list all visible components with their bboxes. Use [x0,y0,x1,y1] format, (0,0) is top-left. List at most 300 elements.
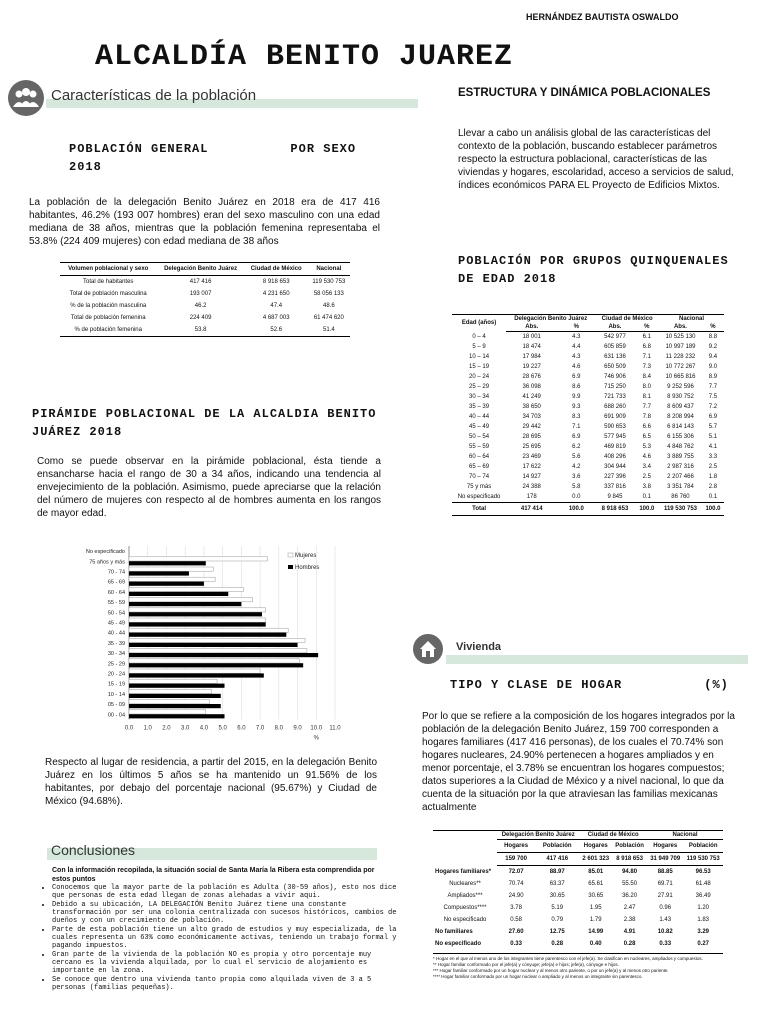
legend-swatch-mujeres [288,553,293,557]
table-row [452,422,724,432]
table-row [452,382,724,392]
bar-hombres [129,704,221,708]
table-cell: 8.4 [642,374,652,380]
tipo-hogar-heading: TIPO Y CLASE DE HOGAR (%) [450,678,729,692]
table-cell: 30.65 [549,893,565,899]
table-header-row [433,831,723,840]
quinquenales-table [452,314,724,516]
table-header-cell: Ciudad de México [601,316,653,322]
bar-mujeres [129,689,211,693]
table-subheader-cell: Hogares [647,840,683,853]
table-cell: 12.75 [549,929,565,935]
table-cell: 34 703 [522,414,541,420]
table-cell: 6 814 143 [667,424,694,430]
table-totals-cell: 31 949 709 [647,853,683,866]
table-cell: 65.61 [588,881,604,887]
x-tick-label: 4.0 [199,725,209,732]
table-cell: 0 – 4 [472,333,486,340]
table-cell: Total de población femenina [70,315,146,321]
table-cell: 4 231 650 [262,291,290,297]
table-subheader-cell: Población [612,840,647,853]
category-label: 05 - 09 [107,702,125,709]
table-subheader-cell: Abs. [506,323,557,332]
table-cell: 14 927 [522,474,541,480]
table-cell: 51.4 [323,327,335,333]
bar-hombres [129,592,228,596]
table-cell: 14.99 [588,929,604,935]
conclusions-list [40,884,402,993]
table-cell: 9.0 [708,364,718,370]
category-label: 00 - 04 [107,712,125,719]
conclusion-item: • Debido a su ubicación, LA DELEGACIÓN Benito Juárez tiene una constante transformación por ser una colonia centralizada con sucesos históricos, cambios de dueños y con un crecimiento de población. [52,901,402,925]
table-cell: 2.47 [623,905,636,911]
table-cell: 605 859 [604,344,626,350]
table-cell: 5.6 [572,454,581,460]
table-cell: 542 977 [604,334,626,340]
estructura-heading: ESTRUCTURA Y DINÁMICA POBLACIONALES [458,87,711,99]
table-cell: 178 [526,494,537,500]
table-row [433,938,723,950]
table-cell: 8 930 752 [667,394,694,400]
table-cell: 0.0 [572,494,581,500]
table-total-cell: 417 414 [506,503,557,516]
table-header-cell: Nacional [308,263,350,276]
x-axis-label: % [313,735,319,740]
table-cell: 746 906 [604,374,626,380]
bar-mujeres [129,557,268,561]
table-cell: 3 351 784 [667,484,694,490]
author-name: HERNÁNDEZ BAUTISTA OSWALDO [526,12,679,22]
table-cell: 35 – 39 [469,404,490,410]
table-total-cell: Total [452,503,506,516]
table-cell: 75 y más [466,484,492,490]
category-label: 55 - 59 [107,600,125,607]
table-cell: 193 007 [189,291,212,297]
table-header-row [60,263,350,276]
vivienda-heading: Vivienda [456,641,502,653]
table-cell: 29 442 [522,424,541,430]
x-tick-label: 5.0 [218,725,227,732]
table-cell: 7.1 [572,424,581,430]
table-cell: 8.0 [642,384,652,390]
table-cell: 10 772 267 [665,364,696,370]
conclusion-item: • Conocemos que la mayor parte de la población es Adulta (30-59 años), esto nos dice que personas de esta edad llegan de zonas alehadas a vivir aqui. [52,884,402,900]
table-cell: Ampliados*** [447,893,483,899]
table-cell: 8 208 994 [667,414,694,420]
table-subheader-cell: % [635,323,659,332]
table-cell: 15 – 19 [469,364,490,370]
table-cell: 50 – 54 [469,434,490,440]
poblacion-paragraph: La población de la delegación Benito Juárez en 2018 era de 417 416 habitantes, 46.2% (193 007 hombres) eran del sexo masculino con una edad mediana de 38 años, mientras que la población femenina representaba el 53.8% (224 409 mujeres) con edad mediana de 38 años [29,197,380,247]
table-cell: 36.49 [695,893,711,899]
table-cell: 469 819 [604,444,626,450]
table-cell: 72.07 [508,869,524,875]
table-cell: 4.91 [623,929,636,935]
table-cell: 8.6 [572,384,581,390]
table-cell: 0.1 [708,494,718,500]
table-cell: 3.6 [572,474,581,480]
table-row [433,866,723,879]
table-cell: 88.97 [549,869,565,875]
table-cell: Nucleares** [449,881,481,887]
table-subheader-cell: Abs. [659,323,702,332]
table-row [452,432,724,442]
table-cell: 55.50 [622,881,638,887]
table-cell: Compuestos**** [443,905,487,911]
table-cell: 10 – 14 [469,354,490,360]
table-header-cell: Volumen poblacional y sexo [60,263,156,276]
table-cell: 6.5 [642,434,652,440]
table-header-cell: Delegación Benito Juárez [501,832,575,838]
table-cell: 3.3 [708,454,718,460]
table-total-cell: 119 530 753 [659,503,702,516]
table-cell: 18 001 [522,334,541,340]
table-cell: 0.28 [551,941,564,947]
table-row [452,482,724,492]
table-cell: 7.2 [708,404,718,410]
vivienda-bar [446,655,748,664]
table-row [452,472,724,482]
table-cell: 0.27 [697,941,710,947]
table-cell: 61.48 [695,881,711,887]
bar-hombres [129,571,189,575]
bar-mujeres [129,567,213,571]
category-label: 65 - 69 [107,579,125,586]
bar-mujeres [129,628,288,632]
x-tick-label: 10.0 [310,725,323,732]
x-tick-label: 3.0 [181,725,190,732]
table-cell: 11 228 232 [665,354,696,360]
table-cell: 721 733 [604,394,626,400]
table-row [60,324,350,336]
table-subheader-cell: % [557,323,595,332]
table-cell: 3.4 [642,464,652,470]
table-cell: 20 – 24 [469,374,490,380]
table-cell: 28 676 [522,374,541,380]
table-cell: 650 509 [604,364,626,370]
table-row [452,442,724,452]
conclusions-heading: Conclusiones [51,842,136,858]
table-header-cell: Delegación Benito Juárez [156,263,244,276]
x-tick-label: 6.0 [237,725,246,732]
table-cell: 5 – 9 [472,344,486,350]
category-label: 75 años y más [89,559,125,566]
table-cell: 8 918 653 [262,279,290,285]
table-cell: 8 609 437 [667,404,694,410]
table-cell: 4 687 003 [262,315,290,321]
table-header-cell: Ciudad de México [245,263,308,276]
table-totals-cell: 2 601 323 [579,853,612,866]
table-cell: 88.85 [657,869,673,875]
legend-label-hombres: Hombres [295,565,320,571]
table-cell: 2.5 [642,474,652,480]
table-cell: 304 944 [604,464,626,470]
table-row [452,362,724,372]
category-label: 30 - 34 [107,651,125,658]
bar-mujeres [129,598,253,602]
table-cell: 7.8 [642,414,652,420]
table-row [433,926,723,938]
table-cell: 7.7 [642,404,652,410]
table-cell: 17 984 [522,354,541,360]
conclusion-item: • Parte de esta población tiene un alto grado de estudios y muy especializada, de la cuales representa un 63% como económicamente activas, teniendo un trabajo formal y pagando impuestos. [52,926,402,950]
bar-hombres [129,643,298,647]
table-cell: 224 409 [189,315,212,321]
category-label: 10 - 14 [107,691,125,698]
table-cell: 0.58 [510,917,522,923]
bar-mujeres [129,618,266,622]
bar-hombres [129,663,303,667]
table-cell: 0.40 [589,941,602,947]
subheading-poblacion-general: POBLACIÓN GENERAL POR SEXO 2018 [69,142,365,174]
table-cell: 45 – 49 [469,424,490,430]
table-cell: 417 416 [189,279,212,285]
table-cell: 6 155 306 [667,434,694,440]
table-cell: 6.1 [642,334,652,340]
bar-hombres [129,673,264,677]
bar-mujeres [129,649,307,653]
table-cell: 27.60 [508,929,524,935]
table-subheader-cell: Abs. [595,323,634,332]
quinquenales-heading: POBLACIÓN POR GRUPOS QUINQUENALES DE EDAD 2018 [458,254,729,286]
table-cell: 227 396 [604,474,626,480]
table-cell: 52.6 [270,327,283,333]
table-row [452,342,724,352]
table-cell: 1.79 [589,917,602,923]
table-header-cell: Nacional [679,316,705,322]
bar-hombres [129,622,266,626]
table-cell: 38 650 [522,404,541,410]
table-cell: 6.9 [708,414,718,420]
table-cell: 48.6 [323,303,335,309]
bar-hombres [129,612,262,616]
table-row [452,392,724,402]
table-cell: 10 665 816 [665,374,696,380]
estructura-paragraph: Llevar a cabo un análisis global de las características del contexto de la población, buscando establecer parámetros respecto la estructura poblacional, características de las viviendas y hogares, escolaridad, acceso a servicios de salud, índices económicos PARA EL Proyecto de Edificios Mixtos. [458,128,734,191]
table-cell: 5.7 [708,424,718,430]
table-cell: 1.43 [659,917,672,923]
table-cell: 691 909 [604,414,626,420]
table-header-row [452,315,724,323]
table-cell: 9.2 [708,344,718,350]
table-total-row [452,503,724,516]
table-cell: 86 760 [671,494,690,500]
x-tick-label: 2.0 [162,725,171,732]
vivienda-paragraph: Por lo que se refiere a la composición de los hogares integrados por la población de la delegación Benito Juárez, 159 700 corresponden a hogares familiares (417 416 personas), de los cuales el 70.74% son hogares nucleares, 24.90% pertenecen a hogares ampliados y en menor porcentaje, el 3.78% se encuentran los hogares compuestos; datos superiores a la Ciudad de México y a nivel nacional, lo que da cuenta de la situación por la que atraviesan las familias mexicanas actualmente [422,711,735,813]
table-cell: 4.2 [572,464,581,470]
table-cell: 60 – 64 [469,454,490,460]
table-cell: 70.74 [508,881,524,887]
x-tick-label: 1.0 [143,725,152,732]
table-cell: 631 136 [604,354,626,360]
category-label: 45 - 49 [107,620,125,627]
table-cell: 4.4 [572,344,581,350]
table-totals-cell: 119 530 753 [683,853,723,866]
table-cell: 70 – 74 [469,474,490,480]
conclusions-intro: Con la información recopilada, la situación social de Santa María la Ribera esta comprendida por estos puntos [52,867,375,883]
people-icon [8,80,44,116]
table-cell: 5.19 [551,905,564,911]
table-cell: 46.2 [194,303,207,309]
table-cell: 3.29 [697,929,710,935]
table-cell: 3.78 [510,905,522,911]
table-cell: 2.5 [708,464,718,470]
table-row [452,372,724,382]
table-cell: 4.1 [708,444,718,450]
table-cell: 1.20 [697,905,710,911]
table-cell: % de la población masculina [70,303,147,309]
table-cell: 36 098 [522,384,541,390]
table-cell: No especificado [443,917,487,923]
table-row [60,312,350,324]
table-cell: 55 – 59 [469,444,490,450]
table-total-cell: 8 918 653 [595,503,634,516]
table-cell: 9 845 [607,494,623,500]
table-cell: 0.96 [659,905,672,911]
table-cell: 2.38 [623,917,636,923]
table-cell: 58 056 133 [313,291,344,297]
bar-mujeres [129,659,299,663]
table-cell: 40 – 44 [469,414,490,420]
table-total-cell: 100.0 [635,503,659,516]
bar-mujeres [129,710,206,714]
table-cell: No familiares [435,929,473,935]
table-cell: 4.6 [572,364,581,370]
legend-swatch-hombres [288,565,293,569]
table-cell: 25 695 [522,444,541,450]
bar-mujeres [129,638,305,642]
table-row [452,412,724,422]
residence-paragraph: Respecto al lugar de residencia, a partir del 2015, en la delegación Benito Juárez en los últimos 5 años se ha mantenido un 91.56% de los habitantes, por debajo del porcentaje nacional (95.67%) y Ciudad de México (94.68%). [45,757,377,807]
bar-mujeres [129,587,243,591]
table-cell: 4.3 [572,354,581,360]
table-header-cell: Delegación Benito Juárez [514,316,588,322]
table-cell: % de población femenina [74,327,142,333]
table-cell: 2.8 [708,484,718,490]
table-cell: 61 474 620 [313,315,344,321]
table-cell: No especificado [457,494,501,500]
table-note: *** Hogar familiar conformado por un hogar nuclear y al menos otro pariente, o por un jefe(a) y al menos otro pariente. [433,968,669,973]
table-cell: 24.90 [508,893,524,899]
table-cell: 53.8 [194,327,207,333]
table-cell: 28 695 [522,434,541,440]
table-totals-cell: 159 700 [497,853,535,866]
table-totals-cell: 417 416 [535,853,579,866]
table-cell: 10 997 189 [665,344,696,350]
table-cell: 47.4 [270,303,283,309]
table-cell: 9.3 [572,404,581,410]
table-subheader-cell: % [702,323,724,332]
table-cell: Total de población masculina [69,291,147,297]
table-row [452,452,724,462]
table-cell: 27.91 [657,893,673,899]
table-cell: Total de habitantes [83,279,134,285]
category-label: 35 - 39 [107,640,125,647]
table-cell: 23 469 [522,454,541,460]
table-cell: 96.53 [695,869,711,875]
category-label: 25 - 29 [107,661,125,668]
table-total-cell: 100.0 [557,503,595,516]
table-cell: 4 848 762 [667,444,694,450]
table-row [433,890,723,902]
table-cell: 17 622 [522,464,541,470]
bar-hombres [129,653,318,657]
bar-hombres [129,714,225,718]
table-note: * Hogar en el que al menos uno de los integrantes tiene parentesco con el jefe(a). Se clasifican en nucleares, ampliados y compuestos. [433,956,703,961]
table-cell: 10 525 130 [665,334,696,340]
table-row [433,902,723,914]
table-cell: 41 249 [522,394,541,400]
table-cell: 1.95 [589,905,602,911]
table-header-cell: Edad (años) [461,320,497,327]
table-subheader-cell: Población [683,840,723,853]
conclusion-item: • Se conoce que dentro una vivienda tanto propia como alquilada viven de 3 a 5 personas (familias pequeñas). [52,976,402,992]
table-subheader-cell: Población [535,840,579,853]
table-cell: 5.1 [708,434,718,440]
page-title: ALCALDÍA BENITO JUAREZ [95,40,514,74]
table-cell: 7.5 [708,394,718,400]
category-label: 50 - 54 [107,610,125,617]
section-heading-poblacion: Características de la población [51,87,257,104]
table-row [433,878,723,890]
bar-hombres [129,684,225,688]
category-label: No especificado [85,549,125,556]
table-note: **** Hogar familiar conformado por un hogar nuclear o ampliado y al menos un integrante sin parentesco. [433,974,643,979]
table-cell: 6.2 [572,444,581,450]
table-cell: 36.20 [622,893,638,899]
table-cell: 715 250 [604,384,626,390]
table-cell: 63.37 [549,881,565,887]
table-cell: 688 260 [604,404,626,410]
x-tick-label: 8.0 [274,725,283,732]
table-cell: 7.1 [642,354,652,360]
table-cell: 4.6 [642,454,652,460]
table-row [452,462,724,472]
table-cell: 1.8 [708,474,718,480]
table-cell: 3.8 [642,484,652,490]
table-cell: 590 653 [604,424,626,430]
table-subheader-cell: Hogares [497,840,535,853]
table-row [452,402,724,412]
table-cell: 7.7 [708,384,718,390]
category-label: 40 - 44 [107,630,125,637]
bar-hombres [129,582,204,586]
bar-mujeres [129,669,260,673]
table-cell: 408 296 [604,454,626,460]
bar-mujeres [129,577,215,581]
x-tick-label: 9.0 [293,725,302,732]
house-icon [413,634,443,664]
category-label: 70 - 74 [107,569,125,576]
table-cell: 8.9 [708,374,718,380]
table-row [60,288,350,300]
bar-mujeres [129,608,266,612]
volume-table [60,262,350,337]
table-cell: 85.01 [588,869,604,875]
table-note: ** Hogar familiar conformado por el jefe(a) y cónyuge; jefe(a) e hijos; jefe(a), cónyuge e hijos. [433,962,619,967]
table-cell: 65 – 69 [469,464,490,470]
table-header-cell: Ciudad de México [587,832,639,838]
table-cell: 7.3 [642,364,652,370]
table-cell: 6.9 [572,374,581,380]
table-cell: 8.8 [708,334,718,340]
table-cell: 10.82 [657,929,673,935]
table-subheader-cell: Hogares [579,840,612,853]
bar-hombres [129,694,221,698]
bar-mujeres [129,700,210,704]
bar-mujeres [129,679,217,683]
table-totals-cell: 8 918 653 [612,853,647,866]
